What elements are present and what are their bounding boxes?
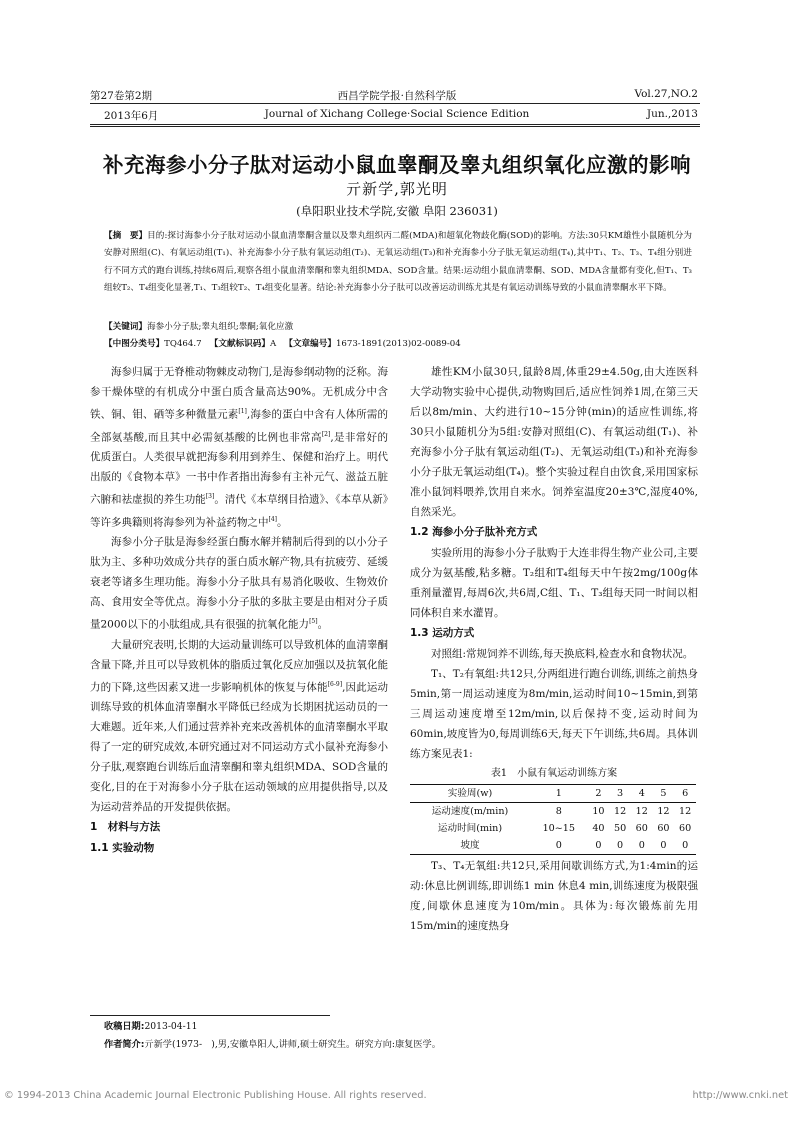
table-cell: 12	[635, 806, 648, 817]
article-metadata	[104, 336, 692, 353]
article-no-label: 【文章编号】	[284, 339, 336, 349]
table-cell: 运动时间(min)	[437, 823, 503, 834]
paper-title: 补充海参小分子肽对运动小鼠血睾酮及睾丸组织氧化应激的影响	[103, 153, 691, 177]
clc-value: TQ464.7	[164, 339, 202, 349]
body-column-right	[410, 362, 698, 936]
copyright-text: © 1994-2013 China Academic Journal Electronic Publishing House. All rights reserved.	[4, 1090, 427, 1101]
paragraph-aerobic: T₁、T₂有氧组:共12只,分两组进行跑台训练,训练之前热身5min,第一周运动速度为8m/min,运动时间10~15min,到第三周运动速度增至12m/min,以后保持不变,运动时间为60min,坡度皆为0,每周训练6天,每天下午训练,共6周。具体训练方案见表1:	[410, 668, 698, 760]
table-cell: 12	[657, 806, 670, 817]
keywords-label: 【关键词】	[104, 322, 147, 332]
table-header-row	[410, 785, 696, 803]
paragraph-intro-1: 海参归属于无脊椎动物棘皮动物门,是海参纲动物的泛称。海参干燥体壁的有机成分中蛋白质含量高达90%。无机成分中含铁、铜、钼、硒等多种微量元素[1],海参的蛋白中含有人体所需的全部氨基酸,而且其中必需氨基酸的比例也非常高[2],是非常好的优质蛋白。人类很早就把海参利用到养生、保健和治疗上。明代出版的《食物本草》一书中作者指出海参有主补元气、滋益五脏六腑和祛虚损的养生功能[3]。清代《本草纲目拾遗》、《本草从新》等许多典籍则将海参列为补益药物之中[4]。	[90, 366, 389, 528]
journal-name-en: Journal of Xichang College·Social Science Edition	[264, 108, 530, 120]
clc-label: 【中图分类号】	[104, 339, 165, 349]
table-cell: 0	[609, 837, 631, 855]
footnote-rule	[90, 1015, 330, 1016]
table-header-cell: 1	[530, 785, 588, 803]
received-date: 2013-04-11	[144, 1021, 198, 1032]
date-cn: 2013年6月	[104, 110, 159, 122]
abstract-text: 目的:探讨海参小分子肽对运动小鼠血清睾酮含量以及睾丸组织丙二醛(MDA)和超氧化物歧化酶(SOD)的影响。方法:30只KM雄性小鼠随机分为安静对照组(C)、有氧运动组(T₁)、补充海参小分子肽有氧运动组(T₂)、无氧运动组(T₃)和补充海参小分子肽无氧运动组(T₄),其中T₁、T₂、T₃、T₄组分别进行不同方式的跑台训练,持续6周后,观察各组小鼠血清睾酮和睾丸组织MDA、SOD含量。结果:运动组小鼠血清睾酮、SOD、MDA含量都有变化,但T₁、T₃组较T₂、T₄组变化显著,T₁、T₃组较T₂、T₄组变化显著。结论:补充海参小分子肽可以改善运动训练尤其是有氧运动训练导致的小鼠血清睾酮水平下降。	[104, 231, 692, 293]
table-cell: 10	[592, 806, 605, 817]
abstract-label: 【摘 要】	[104, 231, 148, 241]
table-cell: 40	[592, 823, 605, 834]
article-no-value: 1673-1891(2013)02-0089-04	[335, 339, 461, 349]
table-cell: 60	[679, 823, 692, 834]
authors: 亓新学,郭光明	[346, 180, 448, 198]
table-cell: 60	[635, 823, 648, 834]
cnki-link[interactable]: http://www.cnki.net	[692, 1090, 788, 1101]
citation[interactable]: [1]	[238, 408, 247, 415]
header-rule-top	[90, 103, 700, 104]
citation[interactable]: [6-9]	[327, 680, 343, 688]
table-header-cell: 6	[674, 785, 696, 803]
received-label: 收稿日期:	[104, 1021, 145, 1032]
date-en: Jun.,2013	[646, 108, 698, 120]
section-heading-1-1: 1.1 实验动物	[90, 842, 155, 854]
table-cell: 8	[555, 806, 562, 817]
table-cell: 运动速度(m/min)	[431, 806, 509, 817]
table-cell: 坡度	[410, 837, 530, 855]
citation[interactable]: [2]	[321, 430, 331, 438]
table-header-cell: 3	[609, 785, 631, 803]
section-heading-1-2: 1.2 海参小分子肽补充方式	[410, 526, 538, 538]
table-cell: 12	[679, 806, 692, 817]
author-bio: 亓新学(1973- ),男,安徽阜阳人,讲师,硕士研究生。研究方向:康复医学。	[144, 1039, 441, 1050]
paragraph-control: 对照组:常规饲养不训练,每天换底料,检查水和食物状况。	[431, 648, 694, 660]
table-cell: 0	[530, 837, 588, 855]
table-row	[410, 820, 696, 837]
table-caption: 表1 小鼠有氧运动训练方案	[490, 768, 618, 779]
journal-name-cn: 西昌学院学报·自然科学版	[337, 90, 457, 102]
table-cell: 0	[588, 837, 610, 855]
table-header-cell: 5	[653, 785, 675, 803]
table-cell: 10~15	[542, 823, 576, 834]
table-cell: 0	[674, 837, 696, 855]
affiliation: (阜阳职业技术学院,安徽 阜阳 236031)	[296, 204, 498, 218]
paragraph-anaerobic: T₃、T₄无氧组:共12只,采用间歇训练方式,为1:4min的运动:休息比例训练,即训练1 min 休息4 min,训练速度为极限强度,间歇休息速度为10m/min。具体为:每次锻炼前先用15m/min的速度热身	[410, 860, 698, 932]
table-cell: 50	[613, 823, 627, 834]
author-bio-label: 作者简介:	[104, 1039, 145, 1050]
doc-code-label: 【文献标识码】	[209, 339, 270, 349]
section-heading-1: 1 材料与方法	[90, 821, 161, 833]
table-row	[410, 837, 696, 855]
keywords	[104, 319, 692, 336]
table-header-cell: 4	[631, 785, 653, 803]
paragraph-supplement: 实验所用的海参小分子肽购于大连非得生物产业公司,主要成分为氨基酸,粘多糖。T₂组和T₄组每天中午按2mg/100g体重剂量灌胃,每周6次,共6周,C组、T₁、T₃组每天同一时间以相同体积自来水灌胃。	[410, 547, 698, 619]
header-rule-bottom-2	[90, 126, 700, 127]
volume-issue-en: Vol.27,NO.2	[634, 88, 698, 100]
table-cell: 0	[631, 837, 653, 855]
table-cell: 60	[657, 823, 670, 834]
table-header-cell: 实验周(w)	[410, 785, 530, 803]
table-header-cell: 2	[588, 785, 610, 803]
footnote-received	[104, 1018, 692, 1036]
table-cell: 0	[653, 837, 675, 855]
section-heading-1-3: 1.3 运动方式	[410, 627, 475, 639]
footnote-author	[104, 1036, 692, 1054]
paragraph-intro-2: 海参小分子肽是海参经蛋白酶水解并精制后得到的以小分子肽为主、多种功效成分共存的蛋白质水解产物,具有抗疲劳、延缓衰老等诸多生理功能。海参小分子肽具有易消化吸收、生物效价高、食用安全等优点。海参小分子肽的多肽主要是由相对分子质量2000以下的小肽组成,具有很强的抗氧化能力[5]。	[90, 536, 388, 631]
abstract	[104, 228, 692, 297]
keywords-text: 海参小分子肽;睾丸组织;睾酮;氧化应激	[146, 322, 294, 332]
paragraph-intro-3: 大量研究表明,长期的大运动量训练可以导致机体的血清睾酮含量下降,并且可以导致机体的脂质过氧化反应加强以及抗氧化能力的下降,这些因素又进一步影响机体的恢复与体能[6-9],因此运动训练导致的机体血清睾酮水平降低已经成为长期困扰运动员的一大难题。近年来,人们通过营养补充来改善机体的血清睾酮水平取得了一定的研究成效,本研究通过对不同运动方式小鼠补充海参小分子肽,观察跑台训练后血清睾酮和睾丸组织MDA、SOD含量的变化,目的在于对海参小分子肽在运动领域的应用提供指导,以及为运动营养品的开发提供依据。	[90, 638, 388, 813]
citation[interactable]: [3]	[205, 493, 215, 500]
doc-code-value: A	[269, 339, 277, 349]
training-table	[410, 784, 696, 855]
volume-issue-cn: 第27卷第2期	[90, 90, 153, 102]
table-cell: 12	[613, 806, 627, 817]
body-column-left	[90, 362, 388, 859]
paragraph-animals: 雄性KM小鼠30只,鼠龄8周,体重29±4.50g,由大连医科大学动物实验中心提供,动物购回后,适应性饲养1周,在第三天后以8m/min、大约进行10~15分钟(min)的适应性训练,将30只小鼠随机分为5组:安静对照组(C)、有氧运动组(T₁)、补充海参小分子肽有氧运动组(T₂)、无氧运动组(T₃)和补充海参小分子肽无氧运动组(T₄)。整个实验过程自由饮食,采用国家标准小鼠饲料喂养,饮用自来水。饲养室温度20±3℃,湿度40%,自然采光。	[410, 366, 698, 518]
table-row	[410, 803, 696, 821]
header-rule-bottom-1	[90, 124, 700, 125]
citation[interactable]: [5]	[309, 618, 318, 625]
citation[interactable]: [4]	[268, 515, 277, 523]
